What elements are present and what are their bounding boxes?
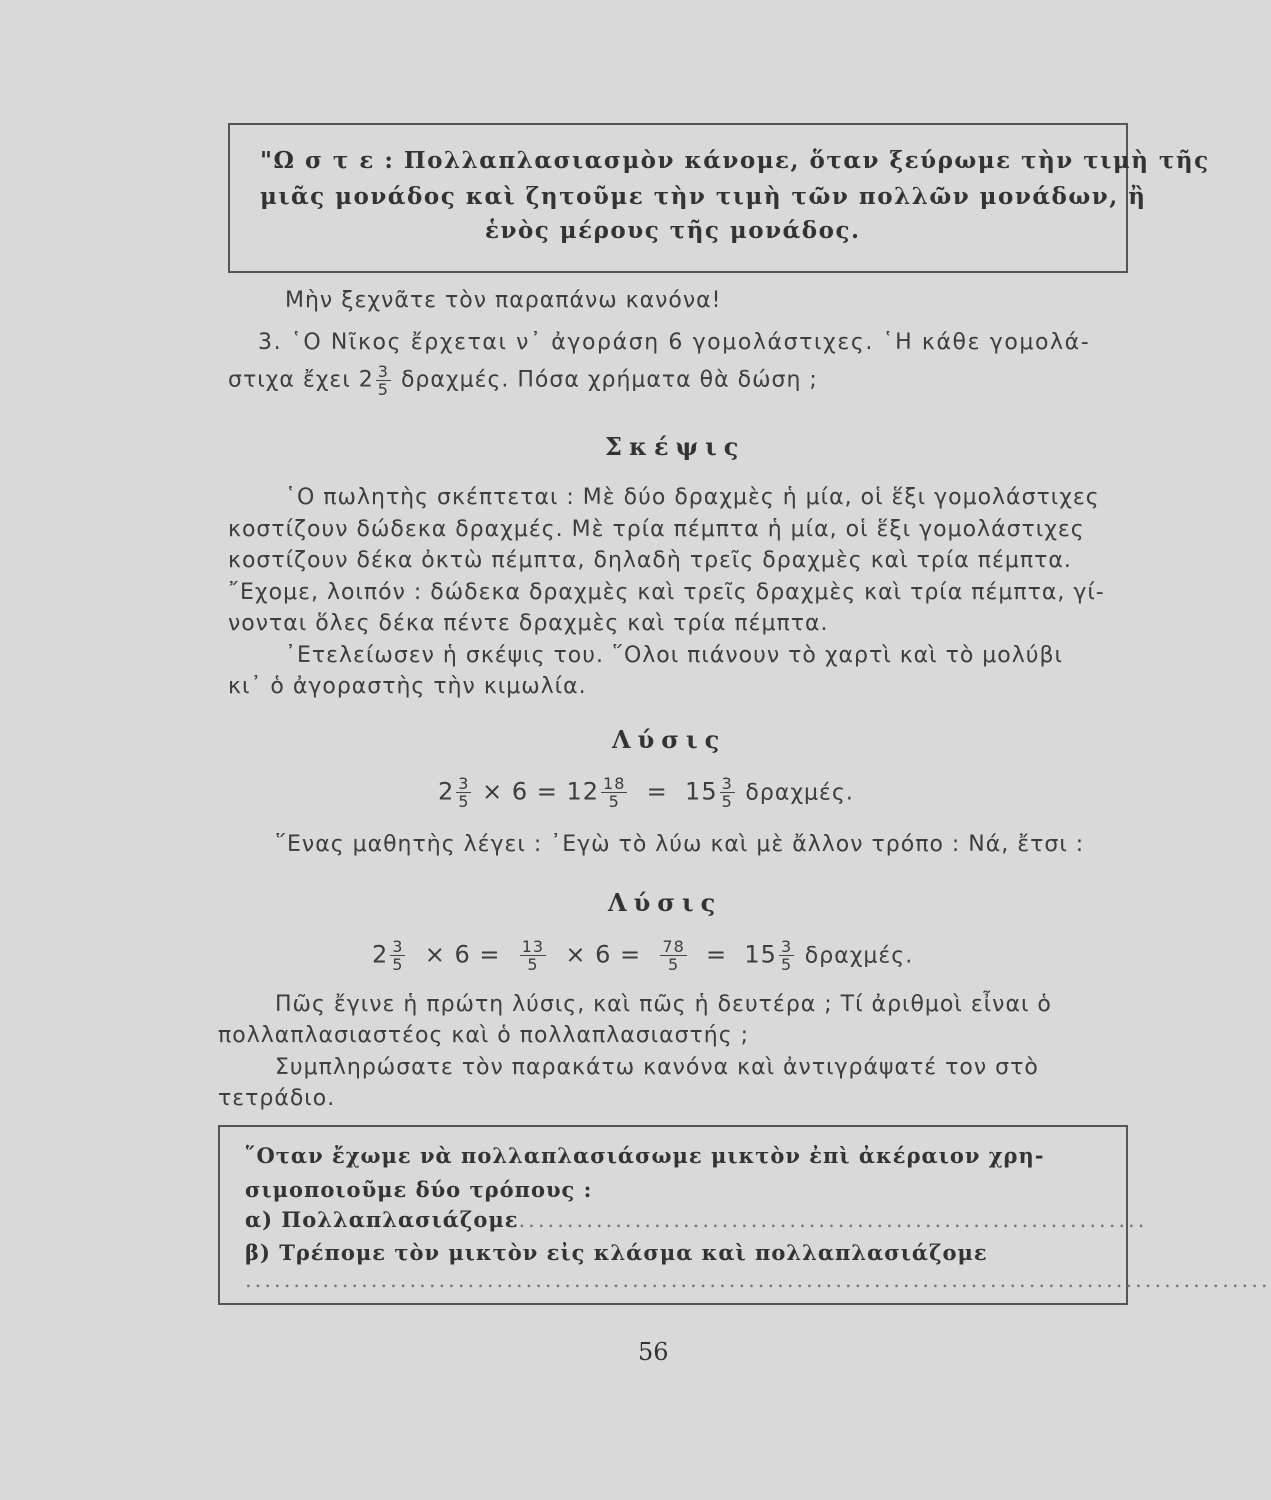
problem-text-a: στιχα ἔχει 2 [228, 367, 374, 393]
solution-equation-1 [438, 775, 854, 810]
page-number: 56 [638, 1338, 669, 1366]
fraction-numerator: 13 [521, 937, 545, 956]
student-text: ῞Ενας μαθητὴς λέγει : ᾽Εγὼ τὸ λύω καὶ μὲ ἄλλον τρόπο : Νά, ἔτσι : [275, 832, 1085, 857]
fill-line-1: ῞Οταν ἔχωμε νὰ πολλαπλασιάσωμε μικτὸν ἐπὶ ἀκέραιον χρη- [245, 1143, 1045, 1168]
unit-text: δραχμές. [804, 943, 914, 969]
operator: = [646, 777, 668, 806]
fraction [720, 775, 735, 810]
thought-heading: Σκέψις [605, 432, 746, 461]
fraction-numerator: 18 [603, 774, 626, 793]
fraction-numerator: 3 [780, 937, 793, 956]
question-line: Συμπληρώσατε τὸν παρακάτω κανόνα καὶ ἀντιγράψατέ τον στὸ [275, 1055, 1039, 1080]
whole-number: 2 [438, 777, 455, 806]
whole-number: 15 [685, 777, 718, 806]
solution2-heading: Λύσις [608, 888, 723, 917]
fraction-denominator: 5 [392, 955, 404, 974]
fraction [456, 775, 471, 810]
problem-fraction [376, 363, 391, 398]
fill-label-a: α) Πολλαπλασιάζομε [245, 1207, 519, 1232]
problem-line-1: 3. ῾Ο Νῖκος ἔρχεται ν᾽ ἀγοράση 6 γομολάστιχες. ῾Η κάθε γομολά- [258, 330, 1091, 355]
fraction-numerator: 78 [662, 937, 685, 956]
fraction-denominator: 5 [667, 955, 680, 974]
thought-line: κοστίζουν δέκα ὀκτὼ πέμπτα, δηλαδὴ τρεῖς δραχμὲς καὶ τρία πέμπτα. [228, 548, 1072, 573]
rule-line-3: ἑνὸς μέρους τῆς μονάδος. [485, 217, 861, 244]
question-line: Πῶς ἔγινε ἡ πρώτη λύσις, καὶ πῶς ἡ δευτέρα ; Τί ἀριθμοὶ εἶναι ὁ [275, 992, 1052, 1017]
fraction-numerator: 3 [392, 937, 404, 956]
reminder-text: Μὴν ξεχνᾶτε τὸν παραπάνω κανόνα! [285, 288, 722, 313]
thought-line: ᾽Ετελείωσεν ἡ σκέψις του. ῞Ολοι πιάνουν τὸ χαρτὶ καὶ τὸ μολύβι [285, 643, 1063, 668]
rule-line-2: μιᾶς μονάδος καὶ ζητοῦμε τὴν τιμὴ τῶν πολλῶν μονάδων, ἢ [260, 183, 1147, 210]
fill-in-rule-box [218, 1125, 1271, 1305]
solution-heading: Λύσις [612, 725, 727, 754]
fraction-numerator: 3 [458, 774, 470, 793]
fraction-denominator: 5 [458, 792, 470, 811]
fill-line-3: α) Πολλαπλασιάζομε................................................................. [245, 1207, 1148, 1232]
fill-line-4: β) Τρέπομε τὸν μικτὸν εἰς κλάσμα καὶ πολλαπλασιάζομε [245, 1240, 988, 1265]
fraction-numerator: 3 [721, 774, 733, 793]
fraction [520, 938, 546, 973]
fraction-denominator: 5 [608, 792, 620, 811]
thought-line: ῾Ο πωλητὴς σκέπτεται : Μὲ δύο δραχμὲς ἡ μία, οἱ ἕξι γομολάστιχες [285, 485, 1100, 510]
unit-text: δραχμές. [745, 780, 854, 806]
fraction-denominator: 5 [527, 955, 539, 974]
fraction-denominator: 5 [780, 955, 793, 974]
thought-line: κι᾽ ὁ ἀγοραστὴς τὴν κιμωλία. [228, 674, 587, 699]
rule-box [228, 123, 1210, 273]
operator: × 6 = [482, 777, 558, 806]
thought-line: νονται ὅλες δέκα πέντε δραχμὲς καὶ τρία πέμπτα. [228, 611, 829, 636]
question-line: πολλαπλασιαστέος καὶ ὁ πολλαπλασιαστής ; [218, 1023, 750, 1048]
whole-number: 12 [566, 777, 600, 806]
operator: = [706, 940, 728, 969]
operator: × 6 = [565, 940, 642, 969]
fill-line-2: σιμοποιοῦμε δύο τρόπους : [245, 1177, 593, 1202]
fraction-numerator: 3 [377, 362, 389, 381]
thought-line: ῎Εχομε, λοιπόν : δώδεκα δραχμὲς καὶ τρεῖς δραχμὲς καὶ τρία πέμπτα, γί- [228, 580, 1105, 605]
thought-line: κοστίζουν δώδεκα δραχμές. Μὲ τρία πέμπτα ἡ μία, οἱ ἕξι γομολάστιχες [228, 517, 1085, 542]
fraction-denominator: 5 [721, 792, 733, 811]
whole-number: 2 [372, 940, 389, 969]
problem-text-b: δραχμές. Πόσα χρήματα θὰ δώση ; [400, 367, 818, 393]
fraction-denominator: 5 [377, 380, 389, 399]
fraction [660, 938, 686, 973]
fraction [779, 938, 794, 973]
question-line: τετράδιο. [218, 1086, 336, 1111]
fraction [601, 775, 627, 810]
rule-line-1: "Ω σ τ ε : Πολλαπλασιασμὸν κάνομε, ὅταν ξεύρωμε τὴν τιμὴ τῆς [260, 147, 1210, 174]
fraction [390, 938, 405, 973]
solution-equation-2 [372, 938, 913, 973]
operator: × 6 = [424, 940, 501, 969]
problem-line-2 [228, 363, 818, 398]
fill-blank-line: .......................................................................................................... [245, 1268, 1271, 1292]
whole-number: 15 [744, 940, 777, 969]
